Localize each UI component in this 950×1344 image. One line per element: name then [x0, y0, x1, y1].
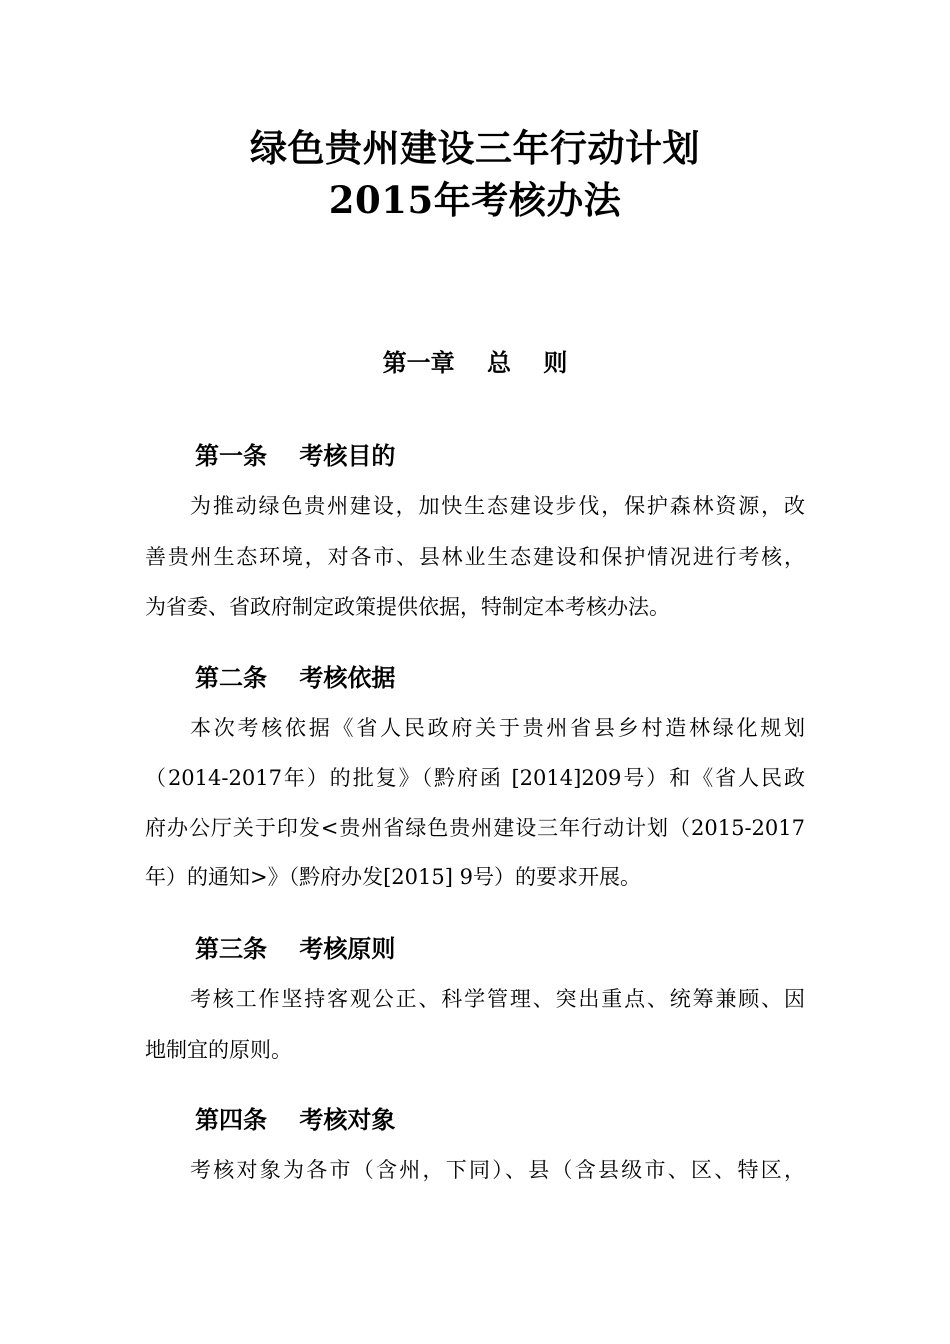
- article-3-heading: 第三条 考核原则: [195, 935, 396, 963]
- article-2-line-4: 年）的通知>》（黔府办发[2015] 9号）的要求开展。: [145, 865, 641, 889]
- article-2-line-1: 本次考核依据《省人民政府关于贵州省县乡村造林绿化规划: [190, 716, 805, 740]
- article-3-line-2: 地制宜的原则。: [145, 1038, 292, 1062]
- article-4-line-1: 考核对象为各市（含州，下同）、县（含县级市、区、特区，: [190, 1158, 805, 1182]
- article-1-line-1: 为推动绿色贵州建设，加快生态建设步伐，保护森林资源，改: [190, 494, 805, 518]
- article-2-line-3: 府办公厅关于印发<贵州省绿色贵州建设三年行动计划（2015-2017: [145, 816, 805, 840]
- document-title-line-1: 绿色贵州建设三年行动计划: [250, 126, 700, 170]
- article-4-heading: 第四条 考核对象: [195, 1106, 396, 1134]
- article-3-line-1: 考核工作坚持客观公正、科学管理、突出重点、统筹兼顾、因: [190, 987, 805, 1011]
- article-2-line-2: （2014-2017年）的批复》（黔府函 [2014]209号）和《省人民政: [145, 766, 805, 790]
- article-1-line-3: 为省委、省政府制定政策提供依据，特制定本考核办法。: [145, 595, 670, 619]
- chapter-heading: 第一章 总 则: [382, 349, 568, 377]
- article-1-line-2: 善贵州生态环境，对各市、县林业生态建设和保护情况进行考核，: [145, 545, 805, 569]
- article-2-heading: 第二条 考核依据: [195, 664, 396, 692]
- document-title-line-2: 2015年考核办法: [328, 178, 622, 222]
- article-1-heading: 第一条 考核目的: [195, 442, 396, 470]
